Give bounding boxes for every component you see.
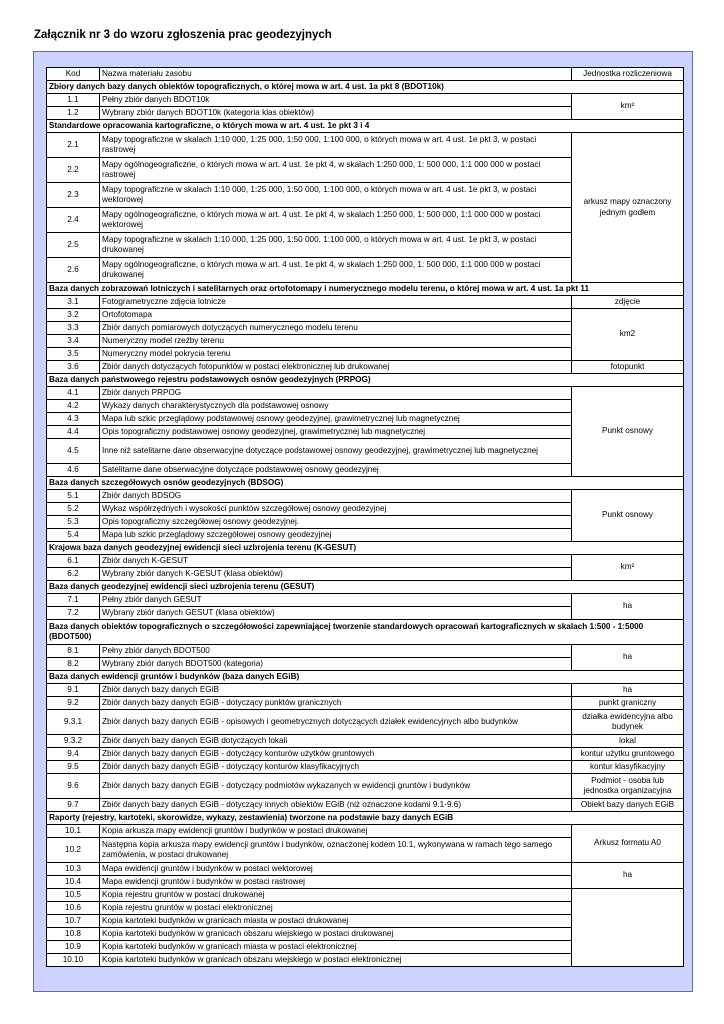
row-code: 9.3.1 bbox=[47, 710, 100, 735]
row-name: Zbiór danych bazy danych EGiB - dotyczący konturów klasyfikacyjnych bbox=[100, 761, 572, 774]
row-name: Kopia rejestru gruntów w postaci drukowanej bbox=[100, 889, 572, 902]
row-code: 10.3 bbox=[47, 863, 100, 876]
row-name: Mapy topograficzne w skalach 1:10 000, 1:25 000, 1:50 000, 1:100 000, o których mowa w art. 4 ust. 1e pkt 3, w postaci drukowanej bbox=[100, 233, 572, 258]
row-code: 5.1 bbox=[47, 490, 100, 503]
row-name: Zbiór danych PRPOG bbox=[100, 387, 572, 400]
row-unit: lokal bbox=[572, 735, 684, 748]
header-name: Nazwa materiału zasobu bbox=[100, 68, 572, 81]
row-unit: Punkt osnowy bbox=[572, 387, 684, 477]
row-name: Mapa ewidencji gruntów i budynków w postaci wektorowej bbox=[100, 863, 572, 876]
row-unit: Podmiot - osoba lub jednostka organizacyjna bbox=[572, 774, 684, 799]
row-unit: Punkt osnowy bbox=[572, 490, 684, 542]
section-row bbox=[47, 120, 684, 133]
row-code: 1.1 bbox=[47, 94, 100, 107]
section-title: Baza danych szczegółowych osnów geodezyjnych (BDSOG) bbox=[47, 477, 684, 490]
row-unit: ha bbox=[572, 594, 684, 620]
row-code: 7.1 bbox=[47, 594, 100, 607]
row-code: 2.2 bbox=[47, 158, 100, 183]
table-row bbox=[47, 825, 684, 838]
row-code: 10.5 bbox=[47, 889, 100, 902]
row-code: 10.2 bbox=[47, 838, 100, 863]
row-unit: punkt graniczny bbox=[572, 697, 684, 710]
table-row bbox=[47, 761, 684, 774]
page-title: Załącznik nr 3 do wzoru zgłoszenia prac geodezyjnych bbox=[34, 29, 332, 41]
row-name: Kopia arkusza mapy ewidencji gruntów i budynków w postaci drukowanej bbox=[100, 825, 572, 838]
row-name: Inne niż satelitarne dane obserwacyjne dotyczące podstawowej osnowy geodezyjnej, grawimetrycznej lub magnetycznej bbox=[100, 439, 572, 464]
row-code: 3.4 bbox=[47, 335, 100, 348]
section-row bbox=[47, 812, 684, 825]
row-name: Kopia rejestru gruntów w postaci elektronicznej bbox=[100, 902, 572, 915]
row-name: Pełny zbiór danych BDOT500 bbox=[100, 645, 572, 658]
row-code: 4.1 bbox=[47, 387, 100, 400]
row-code: 10.4 bbox=[47, 876, 100, 889]
row-code: 4.6 bbox=[47, 464, 100, 477]
row-code: 9.2 bbox=[47, 697, 100, 710]
section-row bbox=[47, 620, 684, 645]
row-code: 9.4 bbox=[47, 748, 100, 761]
row-name: Kopia kartoteki budynków w granicach miasta w postaci drukowanej bbox=[100, 915, 572, 928]
row-name: Zbiór danych K-GESUT bbox=[100, 555, 572, 568]
row-code: 6.1 bbox=[47, 555, 100, 568]
row-code: 10.1 bbox=[47, 825, 100, 838]
row-name: Wybrany zbiór danych K-GESUT (klasa obiektów) bbox=[100, 568, 572, 581]
row-unit: km² bbox=[572, 555, 684, 581]
row-name: Zbiór danych dotyczących fotopunktów w postaci elektronicznej lub drukowanej bbox=[100, 361, 572, 374]
row-code: 10.8 bbox=[47, 928, 100, 941]
row-code: 9.1 bbox=[47, 684, 100, 697]
row-name: Mapy ogólnogeograficzne, o których mowa w art. 4 ust. 1e pkt 4, w skalach 1:250 000, 1: 500 000, 1:1 000 000 w postaci rastrowej bbox=[100, 158, 572, 183]
row-code: 2.3 bbox=[47, 183, 100, 208]
row-name: Zbiór danych bazy danych EGiB bbox=[100, 684, 572, 697]
row-code: 4.4 bbox=[47, 426, 100, 439]
row-code: 4.5 bbox=[47, 439, 100, 464]
section-row bbox=[47, 671, 684, 684]
header-code: Kod bbox=[47, 68, 100, 81]
row-code: 10.7 bbox=[47, 915, 100, 928]
row-code: 3.2 bbox=[47, 309, 100, 322]
row-code: 6.2 bbox=[47, 568, 100, 581]
section-title: Raporty (rejestry, kartoteki, skorowidze, wykazy, zestawienia) tworzone na podstawie bazy danych EGiB bbox=[47, 812, 684, 825]
header-unit: Jednostka rozliczeniowa bbox=[572, 68, 684, 81]
table-row bbox=[47, 799, 684, 812]
table-header-row bbox=[47, 68, 684, 81]
section-title: Standardowe opracowania kartograficzne, o których mowa w art. 4 ust. 1e pkt 3 i 4 bbox=[47, 120, 684, 133]
row-name: Mapy topograficzne w skalach 1:10 000, 1:25 000, 1:50 000, 1:100 000, o których mowa w art. 4 ust. 1e pkt 3, w postaci wektorowej bbox=[100, 183, 572, 208]
row-name: Opis topograficzny podstawowej osnowy geodezyjnej, grawimetrycznej lub magnetycznej bbox=[100, 426, 572, 439]
table-row bbox=[47, 645, 684, 658]
row-code: 10.9 bbox=[47, 941, 100, 954]
row-unit: km2 bbox=[572, 309, 684, 361]
row-code: 2.6 bbox=[47, 258, 100, 283]
row-name: Pełny zbiór danych GESUT bbox=[100, 594, 572, 607]
table-row bbox=[47, 94, 684, 107]
row-code: 4.2 bbox=[47, 400, 100, 413]
row-code: 3.3 bbox=[47, 322, 100, 335]
row-name: Zbiór danych bazy danych EGiB dotyczących lokali bbox=[100, 735, 572, 748]
table-row bbox=[47, 710, 684, 735]
section-row bbox=[47, 283, 684, 296]
section-title: Baza danych obiektów topograficznych o szczegółowości zapewniającej tworzenie standardowych opracowań kartograficznych w skalach 1:500 - 1:5000 (BDOT500) bbox=[47, 620, 684, 645]
row-code: 3.5 bbox=[47, 348, 100, 361]
row-name: Wybrany zbiór danych BDOT10k (kategoria klas obiektów) bbox=[100, 107, 572, 120]
table-row bbox=[47, 684, 684, 697]
row-unit: Arkusz formatu A0 bbox=[572, 825, 684, 863]
section-title: Baza danych geodezyjnej ewidencji sieci uzbrojenia terenu (GESUT) bbox=[47, 581, 684, 594]
row-name: Mapy ogólnogeograficzne, o których mowa w art. 4 ust. 1e pkt 4, w skalach 1:250 000, 1: 500 000, 1:1 000 000 w postaci drukowanej bbox=[100, 258, 572, 283]
row-name: Mapy topograficzne w skalach 1:10 000, 1:25 000, 1:50 000, 1:100 000, o których mowa w art. 4 ust. 1e pkt 3, w postaci rastrowej bbox=[100, 133, 572, 158]
row-code: 7.2 bbox=[47, 607, 100, 620]
row-code: 9.7 bbox=[47, 799, 100, 812]
row-code: 9.5 bbox=[47, 761, 100, 774]
section-row bbox=[47, 542, 684, 555]
table-row bbox=[47, 296, 684, 309]
row-code: 5.2 bbox=[47, 503, 100, 516]
table-row bbox=[47, 361, 684, 374]
row-name: Wybrany zbiór danych BDOT500 (kategoria) bbox=[100, 658, 572, 671]
row-name: Zbiór danych bazy danych EGiB - dotyczący punktów granicznych bbox=[100, 697, 572, 710]
row-unit: ha bbox=[572, 863, 684, 889]
row-name: Pełny zbiór danych BDOT10k bbox=[100, 94, 572, 107]
row-code: 9.3.2 bbox=[47, 735, 100, 748]
row-code: 5.3 bbox=[47, 516, 100, 529]
row-name: Mapa lub szkic przeglądowy podstawowej osnowy geodezyjnej, grawimetrycznej lub magnetycznej bbox=[100, 413, 572, 426]
row-name: Kopia kartoteki budynków w granicach miasta w postaci elektronicznej bbox=[100, 941, 572, 954]
row-name: Numeryczny model rzeźby terenu bbox=[100, 335, 572, 348]
row-unit: arkusz mapy oznaczony jednym godłem bbox=[572, 133, 684, 283]
row-unit: ha bbox=[572, 684, 684, 697]
row-name: Satelitarne dane obserwacyjne dotyczące podstawowej osnowy geodezyjnej bbox=[100, 464, 572, 477]
row-name: Mapa lub szkic przeglądowy szczegółowej osnowy geodezyjnej bbox=[100, 529, 572, 542]
row-code: 5.4 bbox=[47, 529, 100, 542]
section-title: Zbiory danych bazy danych obiektów topograficznych, o której mowa w art. 4 ust. 1a pkt 8 (BDOT10k) bbox=[47, 81, 684, 94]
row-name: Numeryczny model pokrycia terenu bbox=[100, 348, 572, 361]
section-title: Baza danych państwowego rejestru podstawowych osnów geodezyjnych (PRPOG) bbox=[47, 374, 684, 387]
row-code: 2.4 bbox=[47, 208, 100, 233]
table-row bbox=[47, 594, 684, 607]
row-name: Zbiór danych bazy danych EGiB - dotyczący innych obiektów EGiB (niż oznaczone kodami 9.1-9.6) bbox=[100, 799, 572, 812]
row-name: Zbiór danych pomiarowych dotyczących numerycznego modelu terenu bbox=[100, 322, 572, 335]
section-title: Krajowa baza danych geodezyjnej ewidencji sieci uzbrojenia terenu (K-GESUT) bbox=[47, 542, 684, 555]
row-name: Kopia kartoteki budynków w granicach obszaru wiejskiego w postaci drukowanej bbox=[100, 928, 572, 941]
row-name: Wykaz współrzędnych i wysokości punktów szczegółowej osnowy geodezyjnej bbox=[100, 503, 572, 516]
table-row bbox=[47, 697, 684, 710]
table-row bbox=[47, 863, 684, 876]
section-title: Baza danych zobrazowań lotniczych i satelitarnych oraz ortofotomapy i numerycznego modelu terenu, o której mowa w art. 4 ust. 1a pkt 11 bbox=[47, 283, 684, 296]
row-unit: ha bbox=[572, 645, 684, 671]
row-code: 8.2 bbox=[47, 658, 100, 671]
section-row bbox=[47, 374, 684, 387]
section-row bbox=[47, 581, 684, 594]
row-name: Zbiór danych bazy danych EGiB - dotyczący konturów użytków gruntowych bbox=[100, 748, 572, 761]
table-row bbox=[47, 133, 684, 158]
row-unit: kontur użytku gruntowego bbox=[572, 748, 684, 761]
row-code: 2.1 bbox=[47, 133, 100, 158]
table-row bbox=[47, 309, 684, 322]
table-body bbox=[47, 68, 684, 967]
row-unit: fotopunkt bbox=[572, 361, 684, 374]
row-code: 3.6 bbox=[47, 361, 100, 374]
row-name: Kopia kartoteki budynków w granicach obszaru wiejskiego w postaci elektronicznej bbox=[100, 954, 572, 967]
row-name: Wykazy danych charakterystycznych dla podstawowej osnowy bbox=[100, 400, 572, 413]
row-code: 9.6 bbox=[47, 774, 100, 799]
form-frame bbox=[33, 51, 693, 992]
resource-table bbox=[46, 67, 684, 967]
row-code: 2.5 bbox=[47, 233, 100, 258]
row-code: 10.10 bbox=[47, 954, 100, 967]
row-name: Mapa ewidencji gruntów i budynków w postaci rastrowej bbox=[100, 876, 572, 889]
table-row bbox=[47, 555, 684, 568]
row-name: Fotogrametryczne zdjęcia lotnicze bbox=[100, 296, 572, 309]
row-code: 10.6 bbox=[47, 902, 100, 915]
row-unit: Obiekt bazy danych EGiB bbox=[572, 799, 684, 812]
table-row bbox=[47, 387, 684, 400]
row-unit: działka ewidencyjna albo budynek bbox=[572, 710, 684, 735]
row-name: Zbiór danych bazy danych EGiB - opisowych i geometrycznych dotyczących działek ewidencyjnych albo budynków bbox=[100, 710, 572, 735]
table-row bbox=[47, 748, 684, 761]
row-code: 3.1 bbox=[47, 296, 100, 309]
table-row bbox=[47, 735, 684, 748]
row-unit: kontur klasyfikacyjny bbox=[572, 761, 684, 774]
table-row bbox=[47, 889, 684, 902]
table-row bbox=[47, 490, 684, 503]
row-name: Zbiór danych BDSOG bbox=[100, 490, 572, 503]
section-title: Baza danych ewidencji gruntów i budynków (baza danych EGiB) bbox=[47, 671, 684, 684]
row-code: 4.3 bbox=[47, 413, 100, 426]
row-unit: zdjęcie bbox=[572, 296, 684, 309]
row-name: Mapy ogólnogeograficzne, o których mowa w art. 4 ust. 1e pkt 4, w skalach 1:250 000, 1: 500 000, 1:1 000 000 w postaci wektorowej bbox=[100, 208, 572, 233]
section-row bbox=[47, 477, 684, 490]
table-row bbox=[47, 774, 684, 799]
section-row bbox=[47, 81, 684, 94]
row-name: Wybrany zbiór danych GESUT (klasa obiektów) bbox=[100, 607, 572, 620]
row-name: Opis topograficzny szczegółowej osnowy geodezyjnej. bbox=[100, 516, 572, 529]
row-unit bbox=[572, 889, 684, 967]
row-name: Następna kopia arkusza mapy ewidencji gruntów i budynków, oznaczonej kodem 10.1, wykonywana w ramach tego samego zamówienia, w postaci drukowanej bbox=[100, 838, 572, 863]
row-code: 8.1 bbox=[47, 645, 100, 658]
row-code: 1.2 bbox=[47, 107, 100, 120]
row-name: Ortofotomapa bbox=[100, 309, 572, 322]
row-name: Zbiór danych bazy danych EGiB - dotyczący podmiotów wykazanych w ewidencji gruntów i budynków bbox=[100, 774, 572, 799]
row-unit: km² bbox=[572, 94, 684, 120]
